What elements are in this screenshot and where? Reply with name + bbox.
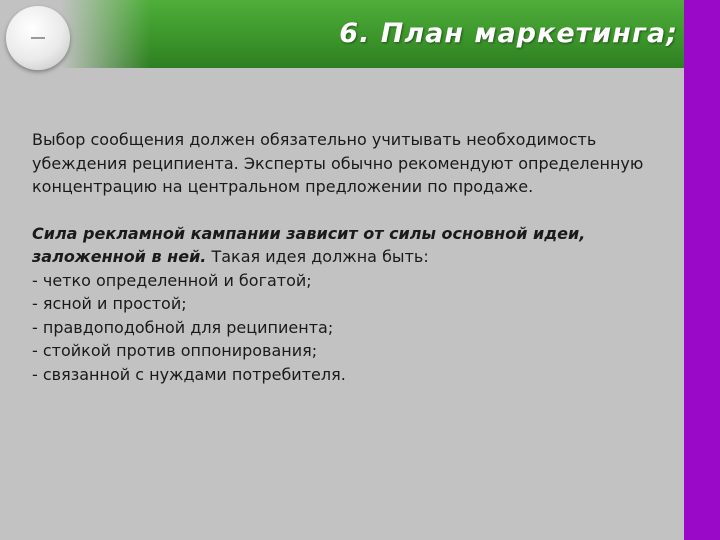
list-item: - четко определенной и богатой; xyxy=(32,270,312,290)
paragraph-1: Выбор сообщения должен обязательно учитывать необходимость убеждения реципиента. Эксперты обычно рекомендуют определенную концентрацию на центральном предложении по продаже. xyxy=(32,130,644,196)
slide-title: 6. План маркетинга; xyxy=(339,18,678,49)
paragraph-2 xyxy=(32,222,672,269)
list-item: - связанной с нуждами потребителя. xyxy=(32,364,346,384)
logo-dash-icon xyxy=(31,37,45,39)
paragraph-2-rest: Такая идея должна быть: xyxy=(206,247,429,266)
purple-side-bar xyxy=(684,0,720,540)
key-idea-text: Сила рекламной кампании зависит от силы основной идеи, заложенной в ней. xyxy=(32,223,586,266)
list-item: - правдоподобной для реципиента; xyxy=(32,317,334,337)
paragraph-gap xyxy=(32,199,672,222)
requirements-list xyxy=(32,269,672,387)
list-item: - ясной и простой; xyxy=(32,294,187,313)
slide-content xyxy=(32,128,672,386)
list-item: - стойкой против оппонирования; xyxy=(32,341,318,360)
